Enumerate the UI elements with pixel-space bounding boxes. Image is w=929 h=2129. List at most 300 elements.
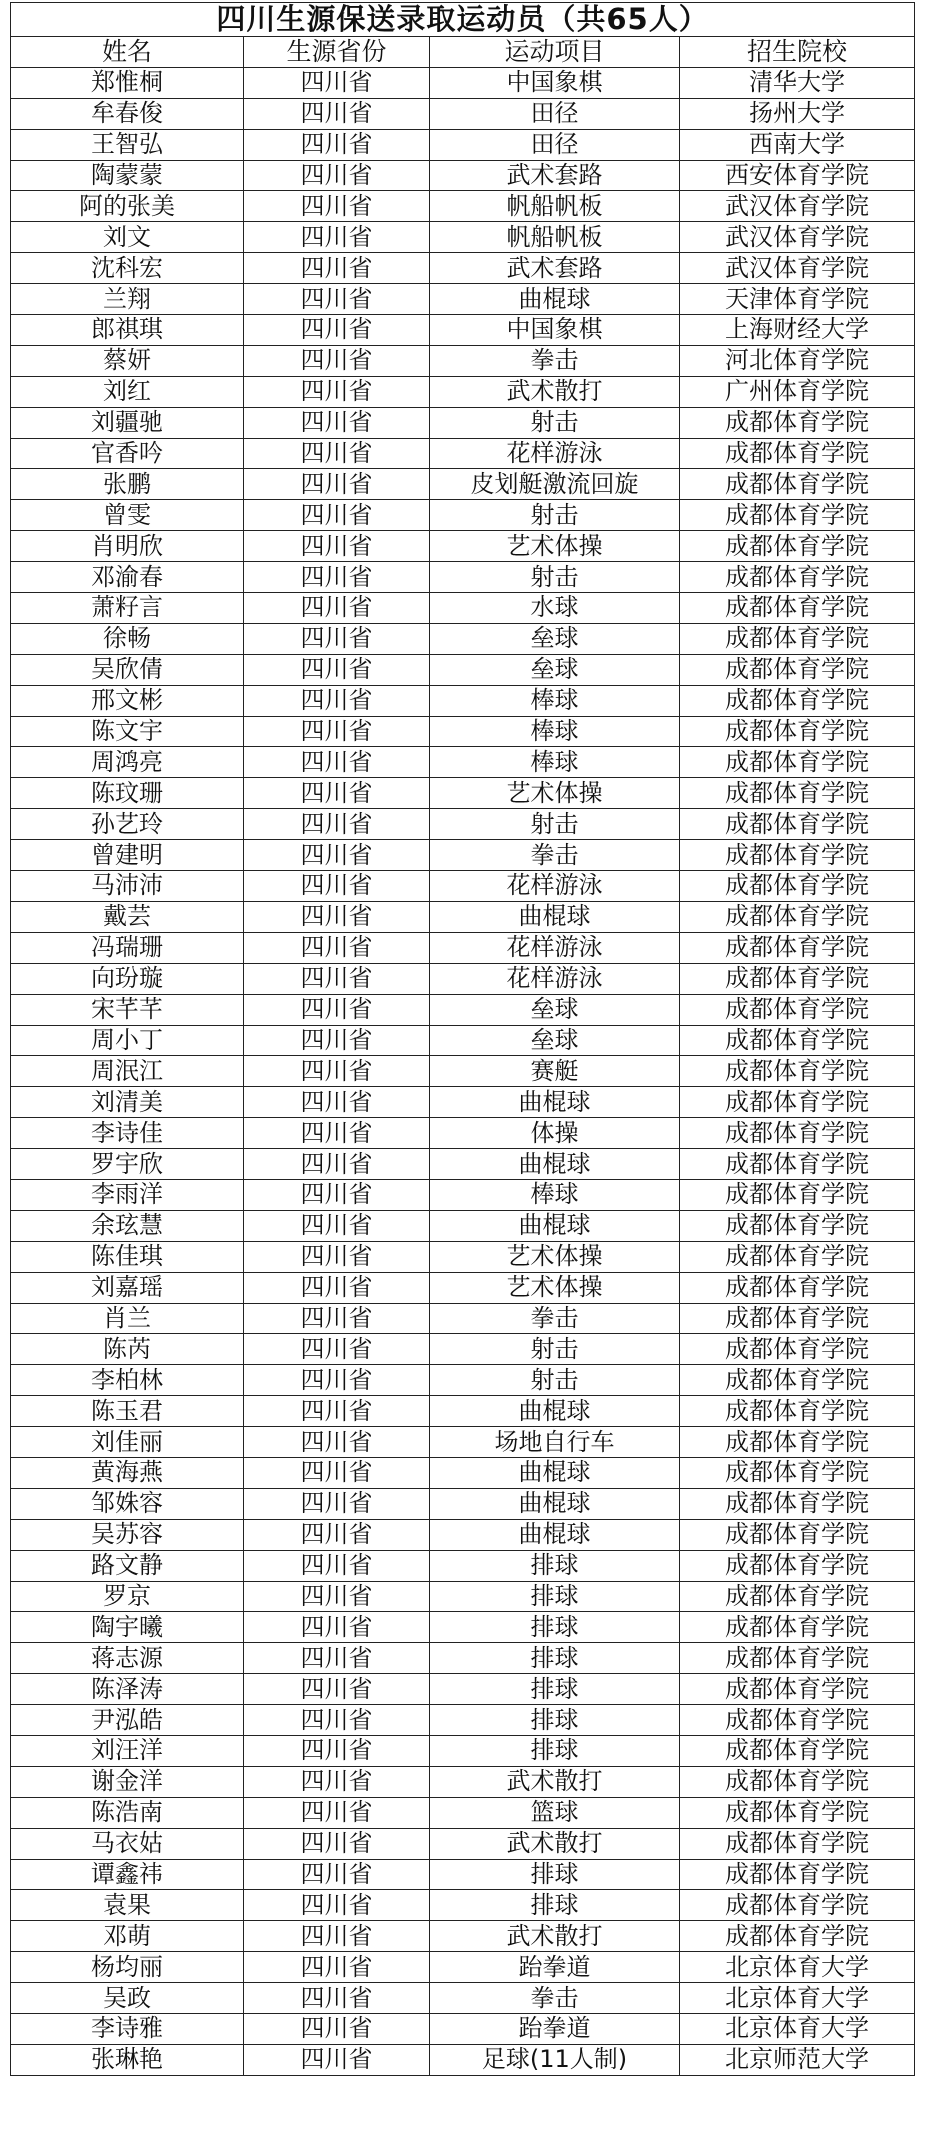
table-wrapper <box>10 2 914 2076</box>
cell-sport: 花样游泳 <box>430 871 680 902</box>
table-row <box>11 1921 915 1952</box>
cell-name: 周小丁 <box>11 1025 244 1056</box>
table-row <box>11 67 915 98</box>
cell-province: 四川省 <box>244 1334 430 1365</box>
cell-school: 成都体育学院 <box>680 778 915 809</box>
table-row <box>11 1643 915 1674</box>
cell-name: 邹姝容 <box>11 1488 244 1519</box>
cell-sport: 排球 <box>430 1890 680 1921</box>
table-row <box>11 160 915 191</box>
table-row <box>11 1179 915 1210</box>
title-row <box>11 3 915 37</box>
cell-name: 余玹慧 <box>11 1210 244 1241</box>
cell-sport: 射击 <box>430 1334 680 1365</box>
cell-name: 孙艺玲 <box>11 809 244 840</box>
cell-province: 四川省 <box>244 500 430 531</box>
cell-province: 四川省 <box>244 1921 430 1952</box>
cell-school: 成都体育学院 <box>680 469 915 500</box>
cell-province: 四川省 <box>244 623 430 654</box>
table-row <box>11 1241 915 1272</box>
cell-province: 四川省 <box>244 809 430 840</box>
table-row <box>11 1303 915 1334</box>
cell-sport: 场地自行车 <box>430 1427 680 1458</box>
table-row <box>11 253 915 284</box>
column-header-province: 生源省份 <box>244 37 430 68</box>
column-header-name: 姓名 <box>11 37 244 68</box>
table-row <box>11 469 915 500</box>
cell-school: 成都体育学院 <box>680 932 915 963</box>
table-row <box>11 1488 915 1519</box>
cell-name: 黄海燕 <box>11 1457 244 1488</box>
cell-sport: 武术散打 <box>430 1828 680 1859</box>
cell-name: 陈佳琪 <box>11 1241 244 1272</box>
cell-province: 四川省 <box>244 222 430 253</box>
cell-sport: 曲棍球 <box>430 1457 680 1488</box>
cell-province: 四川省 <box>244 1241 430 1272</box>
table-row <box>11 531 915 562</box>
table-row <box>11 562 915 593</box>
table-row <box>11 1365 915 1396</box>
table-row <box>11 1056 915 1087</box>
cell-sport: 艺术体操 <box>430 1272 680 1303</box>
cell-school: 成都体育学院 <box>680 438 915 469</box>
cell-sport: 皮划艇激流回旋 <box>430 469 680 500</box>
table-row <box>11 284 915 315</box>
cell-province: 四川省 <box>244 747 430 778</box>
cell-province: 四川省 <box>244 67 430 98</box>
cell-sport: 武术散打 <box>430 376 680 407</box>
cell-school: 上海财经大学 <box>680 315 915 346</box>
table-row <box>11 1550 915 1581</box>
cell-sport: 排球 <box>430 1735 680 1766</box>
cell-name: 官香吟 <box>11 438 244 469</box>
cell-name: 戴芸 <box>11 901 244 932</box>
cell-school: 成都体育学院 <box>680 1766 915 1797</box>
table-row <box>11 1087 915 1118</box>
cell-name: 邓渝春 <box>11 562 244 593</box>
cell-school: 成都体育学院 <box>680 716 915 747</box>
cell-name: 兰翔 <box>11 284 244 315</box>
cell-school: 成都体育学院 <box>680 562 915 593</box>
table-row <box>11 623 915 654</box>
cell-name: 徐畅 <box>11 623 244 654</box>
cell-province: 四川省 <box>244 778 430 809</box>
cell-name: 阿的张美 <box>11 191 244 222</box>
cell-school: 成都体育学院 <box>680 1550 915 1581</box>
cell-name: 谭鑫祎 <box>11 1859 244 1890</box>
table-row <box>11 1396 915 1427</box>
cell-sport: 排球 <box>430 1581 680 1612</box>
cell-name: 陶蒙蒙 <box>11 160 244 191</box>
cell-school: 河北体育学院 <box>680 345 915 376</box>
cell-sport: 排球 <box>430 1674 680 1705</box>
cell-province: 四川省 <box>244 1828 430 1859</box>
cell-name: 杨均丽 <box>11 1952 244 1983</box>
cell-school: 成都体育学院 <box>680 871 915 902</box>
cell-school: 成都体育学院 <box>680 407 915 438</box>
cell-name: 肖兰 <box>11 1303 244 1334</box>
cell-province: 四川省 <box>244 438 430 469</box>
cell-province: 四川省 <box>244 1674 430 1705</box>
table-row <box>11 1766 915 1797</box>
table-row <box>11 963 915 994</box>
cell-province: 四川省 <box>244 407 430 438</box>
table-row <box>11 1983 915 2014</box>
cell-school: 成都体育学院 <box>680 1921 915 1952</box>
table-row <box>11 2044 915 2075</box>
cell-name: 陈泽涛 <box>11 1674 244 1705</box>
cell-sport: 赛艇 <box>430 1056 680 1087</box>
cell-school: 成都体育学院 <box>680 500 915 531</box>
table-row <box>11 98 915 129</box>
table-row <box>11 778 915 809</box>
cell-province: 四川省 <box>244 654 430 685</box>
cell-sport: 曲棍球 <box>430 1087 680 1118</box>
cell-school: 西南大学 <box>680 129 915 160</box>
table-row <box>11 2014 915 2045</box>
cell-school: 成都体育学院 <box>680 1056 915 1087</box>
cell-province: 四川省 <box>244 1149 430 1180</box>
cell-province: 四川省 <box>244 562 430 593</box>
cell-name: 吴政 <box>11 1983 244 2014</box>
cell-school: 武汉体育学院 <box>680 191 915 222</box>
table-row <box>11 1519 915 1550</box>
cell-school: 成都体育学院 <box>680 1025 915 1056</box>
cell-province: 四川省 <box>244 593 430 624</box>
table-body <box>11 67 915 2075</box>
cell-sport: 拳击 <box>430 1983 680 2014</box>
cell-name: 陈玉君 <box>11 1396 244 1427</box>
cell-school: 清华大学 <box>680 67 915 98</box>
cell-school: 成都体育学院 <box>680 1828 915 1859</box>
table-row <box>11 407 915 438</box>
cell-name: 冯瑞珊 <box>11 932 244 963</box>
cell-province: 四川省 <box>244 191 430 222</box>
table-title: 四川生源保送录取运动员（共65人） <box>11 3 915 37</box>
cell-province: 四川省 <box>244 1612 430 1643</box>
cell-name: 张鹏 <box>11 469 244 500</box>
cell-school: 成都体育学院 <box>680 654 915 685</box>
cell-school: 成都体育学院 <box>680 1890 915 1921</box>
cell-school: 北京师范大学 <box>680 2044 915 2075</box>
cell-name: 牟春俊 <box>11 98 244 129</box>
cell-sport: 曲棍球 <box>430 1149 680 1180</box>
cell-name: 刘红 <box>11 376 244 407</box>
cell-name: 袁果 <box>11 1890 244 1921</box>
cell-name: 宋芊芊 <box>11 994 244 1025</box>
cell-province: 四川省 <box>244 1025 430 1056</box>
cell-province: 四川省 <box>244 98 430 129</box>
cell-school: 成都体育学院 <box>680 809 915 840</box>
cell-sport: 曲棍球 <box>430 901 680 932</box>
cell-school: 北京体育大学 <box>680 2014 915 2045</box>
cell-name: 郎祺琪 <box>11 315 244 346</box>
cell-sport: 棒球 <box>430 685 680 716</box>
cell-school: 北京体育大学 <box>680 1952 915 1983</box>
cell-sport: 射击 <box>430 1365 680 1396</box>
table-row <box>11 1581 915 1612</box>
cell-school: 成都体育学院 <box>680 685 915 716</box>
table-row <box>11 438 915 469</box>
cell-school: 成都体育学院 <box>680 963 915 994</box>
cell-name: 李雨洋 <box>11 1179 244 1210</box>
cell-name: 陶宇曦 <box>11 1612 244 1643</box>
cell-name: 刘汪洋 <box>11 1735 244 1766</box>
cell-sport: 曲棍球 <box>430 284 680 315</box>
table-row <box>11 1025 915 1056</box>
cell-province: 四川省 <box>244 345 430 376</box>
table-row <box>11 191 915 222</box>
cell-province: 四川省 <box>244 871 430 902</box>
cell-province: 四川省 <box>244 1396 430 1427</box>
column-header-sport: 运动项目 <box>430 37 680 68</box>
cell-province: 四川省 <box>244 1859 430 1890</box>
cell-province: 四川省 <box>244 1179 430 1210</box>
cell-name: 王智弘 <box>11 129 244 160</box>
cell-school: 成都体育学院 <box>680 1334 915 1365</box>
cell-sport: 武术散打 <box>430 1766 680 1797</box>
cell-school: 成都体育学院 <box>680 1087 915 1118</box>
table-row <box>11 716 915 747</box>
cell-name: 尹泓皓 <box>11 1705 244 1736</box>
cell-sport: 武术套路 <box>430 253 680 284</box>
cell-school: 成都体育学院 <box>680 1705 915 1736</box>
cell-sport: 棒球 <box>430 747 680 778</box>
cell-province: 四川省 <box>244 716 430 747</box>
cell-name: 萧籽言 <box>11 593 244 624</box>
cell-name: 吴欣倩 <box>11 654 244 685</box>
cell-name: 马沛沛 <box>11 871 244 902</box>
cell-sport: 帆船帆板 <box>430 191 680 222</box>
cell-sport: 拳击 <box>430 840 680 871</box>
cell-name: 刘清美 <box>11 1087 244 1118</box>
cell-sport: 射击 <box>430 809 680 840</box>
cell-name: 吴苏容 <box>11 1519 244 1550</box>
cell-sport: 艺术体操 <box>430 531 680 562</box>
cell-school: 成都体育学院 <box>680 1488 915 1519</box>
cell-province: 四川省 <box>244 685 430 716</box>
cell-school: 成都体育学院 <box>680 1427 915 1458</box>
cell-sport: 拳击 <box>430 1303 680 1334</box>
cell-sport: 垒球 <box>430 994 680 1025</box>
cell-school: 成都体育学院 <box>680 1519 915 1550</box>
table-row <box>11 1735 915 1766</box>
cell-province: 四川省 <box>244 1457 430 1488</box>
table-row <box>11 654 915 685</box>
cell-school: 成都体育学院 <box>680 1149 915 1180</box>
cell-school: 扬州大学 <box>680 98 915 129</box>
cell-sport: 花样游泳 <box>430 963 680 994</box>
cell-school: 成都体育学院 <box>680 1396 915 1427</box>
cell-province: 四川省 <box>244 1118 430 1149</box>
cell-school: 成都体育学院 <box>680 1612 915 1643</box>
cell-province: 四川省 <box>244 1735 430 1766</box>
cell-province: 四川省 <box>244 284 430 315</box>
cell-school: 成都体育学院 <box>680 1735 915 1766</box>
cell-sport: 篮球 <box>430 1797 680 1828</box>
cell-province: 四川省 <box>244 253 430 284</box>
cell-school: 成都体育学院 <box>680 1272 915 1303</box>
table-row <box>11 1859 915 1890</box>
table-row <box>11 871 915 902</box>
cell-school: 成都体育学院 <box>680 1859 915 1890</box>
cell-province: 四川省 <box>244 932 430 963</box>
cell-sport: 棒球 <box>430 716 680 747</box>
cell-school: 成都体育学院 <box>680 1210 915 1241</box>
cell-name: 蔡妍 <box>11 345 244 376</box>
cell-province: 四川省 <box>244 469 430 500</box>
cell-name: 罗宇欣 <box>11 1149 244 1180</box>
cell-province: 四川省 <box>244 1952 430 1983</box>
cell-sport: 排球 <box>430 1612 680 1643</box>
cell-province: 四川省 <box>244 1210 430 1241</box>
cell-province: 四川省 <box>244 1056 430 1087</box>
cell-province: 四川省 <box>244 315 430 346</box>
cell-school: 成都体育学院 <box>680 840 915 871</box>
cell-province: 四川省 <box>244 963 430 994</box>
cell-province: 四川省 <box>244 376 430 407</box>
table-row <box>11 994 915 1025</box>
table-row <box>11 1674 915 1705</box>
cell-name: 罗京 <box>11 1581 244 1612</box>
cell-name: 邢文彬 <box>11 685 244 716</box>
cell-sport: 花样游泳 <box>430 932 680 963</box>
cell-sport: 帆船帆板 <box>430 222 680 253</box>
cell-name: 肖明欣 <box>11 531 244 562</box>
cell-sport: 田径 <box>430 129 680 160</box>
cell-sport: 中国象棋 <box>430 67 680 98</box>
cell-school: 成都体育学院 <box>680 1365 915 1396</box>
table-row <box>11 1890 915 1921</box>
cell-name: 刘文 <box>11 222 244 253</box>
table-row <box>11 1272 915 1303</box>
cell-school: 西安体育学院 <box>680 160 915 191</box>
cell-name: 曾建明 <box>11 840 244 871</box>
cell-school: 成都体育学院 <box>680 1674 915 1705</box>
cell-name: 马衣姑 <box>11 1828 244 1859</box>
cell-sport: 花样游泳 <box>430 438 680 469</box>
cell-name: 陈浩南 <box>11 1797 244 1828</box>
cell-school: 成都体育学院 <box>680 1303 915 1334</box>
cell-school: 武汉体育学院 <box>680 253 915 284</box>
table-row <box>11 1118 915 1149</box>
table-row <box>11 345 915 376</box>
cell-sport: 垒球 <box>430 623 680 654</box>
cell-province: 四川省 <box>244 994 430 1025</box>
cell-sport: 棒球 <box>430 1179 680 1210</box>
admission-table <box>10 2 915 2076</box>
table-row <box>11 1427 915 1458</box>
cell-name: 张琳艳 <box>11 2044 244 2075</box>
table-row <box>11 1149 915 1180</box>
cell-sport: 射击 <box>430 562 680 593</box>
cell-sport: 曲棍球 <box>430 1396 680 1427</box>
table-row <box>11 809 915 840</box>
table-row <box>11 593 915 624</box>
cell-province: 四川省 <box>244 1890 430 1921</box>
table-row <box>11 840 915 871</box>
table-row <box>11 1210 915 1241</box>
cell-school: 成都体育学院 <box>680 593 915 624</box>
cell-province: 四川省 <box>244 1087 430 1118</box>
cell-sport: 射击 <box>430 500 680 531</box>
cell-sport: 曲棍球 <box>430 1488 680 1519</box>
cell-name: 向玢璇 <box>11 963 244 994</box>
cell-province: 四川省 <box>244 1643 430 1674</box>
cell-name: 刘疆驰 <box>11 407 244 438</box>
table-row <box>11 1612 915 1643</box>
cell-school: 成都体育学院 <box>680 1581 915 1612</box>
cell-school: 成都体育学院 <box>680 623 915 654</box>
cell-sport: 水球 <box>430 593 680 624</box>
cell-sport: 武术套路 <box>430 160 680 191</box>
cell-sport: 艺术体操 <box>430 1241 680 1272</box>
cell-sport: 曲棍球 <box>430 1210 680 1241</box>
cell-sport: 跆拳道 <box>430 1952 680 1983</box>
cell-sport: 垒球 <box>430 654 680 685</box>
table-row <box>11 222 915 253</box>
cell-province: 四川省 <box>244 840 430 871</box>
cell-province: 四川省 <box>244 2014 430 2045</box>
cell-province: 四川省 <box>244 1705 430 1736</box>
cell-sport: 田径 <box>430 98 680 129</box>
table-row <box>11 129 915 160</box>
cell-province: 四川省 <box>244 1519 430 1550</box>
cell-school: 成都体育学院 <box>680 994 915 1025</box>
cell-sport: 体操 <box>430 1118 680 1149</box>
cell-name: 曾雯 <box>11 500 244 531</box>
table-row <box>11 932 915 963</box>
cell-school: 成都体育学院 <box>680 1179 915 1210</box>
table-row <box>11 376 915 407</box>
cell-name: 邓萌 <box>11 1921 244 1952</box>
cell-province: 四川省 <box>244 1766 430 1797</box>
table-row <box>11 747 915 778</box>
cell-school: 成都体育学院 <box>680 747 915 778</box>
cell-name: 路文静 <box>11 1550 244 1581</box>
table-row <box>11 1705 915 1736</box>
cell-name: 谢金洋 <box>11 1766 244 1797</box>
table-row <box>11 315 915 346</box>
cell-province: 四川省 <box>244 1550 430 1581</box>
cell-province: 四川省 <box>244 1983 430 2014</box>
cell-school: 成都体育学院 <box>680 1457 915 1488</box>
cell-province: 四川省 <box>244 1365 430 1396</box>
cell-province: 四川省 <box>244 1581 430 1612</box>
table-row <box>11 1797 915 1828</box>
cell-sport: 武术散打 <box>430 1921 680 1952</box>
cell-school: 广州体育学院 <box>680 376 915 407</box>
cell-sport: 艺术体操 <box>430 778 680 809</box>
table-row <box>11 1952 915 1983</box>
cell-province: 四川省 <box>244 129 430 160</box>
cell-school: 成都体育学院 <box>680 901 915 932</box>
cell-school: 成都体育学院 <box>680 1241 915 1272</box>
cell-name: 蒋志源 <box>11 1643 244 1674</box>
cell-name: 李柏林 <box>11 1365 244 1396</box>
cell-name: 郑惟桐 <box>11 67 244 98</box>
cell-sport: 排球 <box>430 1859 680 1890</box>
cell-sport: 排球 <box>430 1705 680 1736</box>
cell-province: 四川省 <box>244 901 430 932</box>
cell-sport: 曲棍球 <box>430 1519 680 1550</box>
cell-name: 刘嘉瑶 <box>11 1272 244 1303</box>
cell-name: 李诗佳 <box>11 1118 244 1149</box>
cell-name: 陈玟珊 <box>11 778 244 809</box>
table-row <box>11 685 915 716</box>
cell-name: 陈芮 <box>11 1334 244 1365</box>
header-row <box>11 37 915 68</box>
